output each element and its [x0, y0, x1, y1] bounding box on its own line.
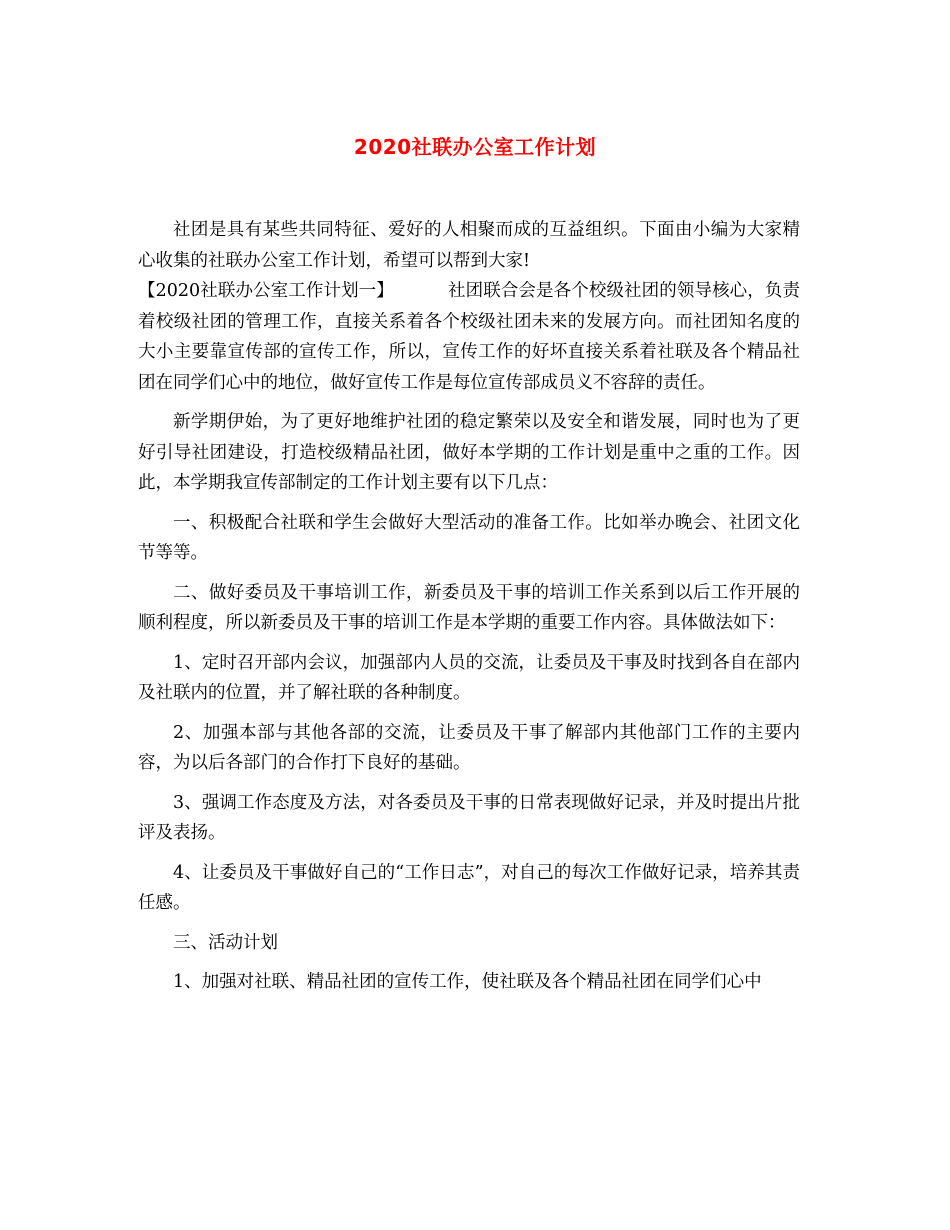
body-paragraph: 新学期伊始，为了更好地维护社团的稳定繁荣以及安全和谐发展，同时也为了更好引导社团建设，打造校级精品社团，做好本学期的工作计划是重中之重的工作。因此，本学期我宣传部制定的工作计划主要有以下几点：	[138, 412, 800, 493]
body-paragraph: 三、活动计划	[173, 932, 278, 953]
body-paragraph: 4、让委员及干事做好自己的“工作日志”，对自己的每次工作做好记录，培养其责任感。	[138, 862, 800, 913]
section-one-paragraph	[138, 276, 800, 398]
section-first-paragraph: 社团联合会是各个校级社团的领导核心，负责着校级社团的管理工作，直接关系着各个校级社团未来的发展方向。而社团知名度的大小主要靠宣传部的宣传工作，所以，宣传工作的好坏直接关系着社联及各个精品社团在同学们心中的地位，做好宣传工作是每位宣传部成员义不容辞的责任。	[138, 281, 800, 393]
body-paragraph: 二、做好委员及干事培训工作，新委员及干事的培训工作关系到以后工作开展的顺利程度，所以新委员及干事的培训工作是本学期的重要工作内容。具体做法如下：	[138, 582, 800, 633]
body-paragraph: 1、定时召开部内会议，加强部内人员的交流，让委员及干事及时找到各自在部内及社联内的位置，并了解社联的各种制度。	[138, 652, 800, 703]
intro-paragraph: 社团是具有某些共同特征、爱好的人相聚而成的互益组织。下面由小编为大家精心收集的社联办公室工作计划，希望可以帮到大家!	[138, 220, 800, 271]
document-body	[138, 215, 800, 1007]
document-title: 2020社联办公室工作计划	[353, 135, 597, 159]
section-heading: 【2020社联办公室工作计划一】	[138, 281, 394, 301]
body-paragraph: 2、加强本部与其他各部的交流，让委员及干事了解部内其他部门工作的主要内容，为以后各部门的合作打下良好的基础。	[138, 722, 800, 773]
body-paragraph: 一、积极配合社联和学生会做好大型活动的准备工作。比如举办晚会、社团文化节等等。	[138, 512, 800, 563]
body-paragraph: 3、强调工作态度及方法，对各委员及干事的日常表现做好记录，并及时提出片批评及表扬。	[138, 792, 800, 843]
body-paragraph: 1、加强对社联、精品社团的宣传工作，使社联及各个精品社团在同学们心中	[173, 972, 762, 992]
